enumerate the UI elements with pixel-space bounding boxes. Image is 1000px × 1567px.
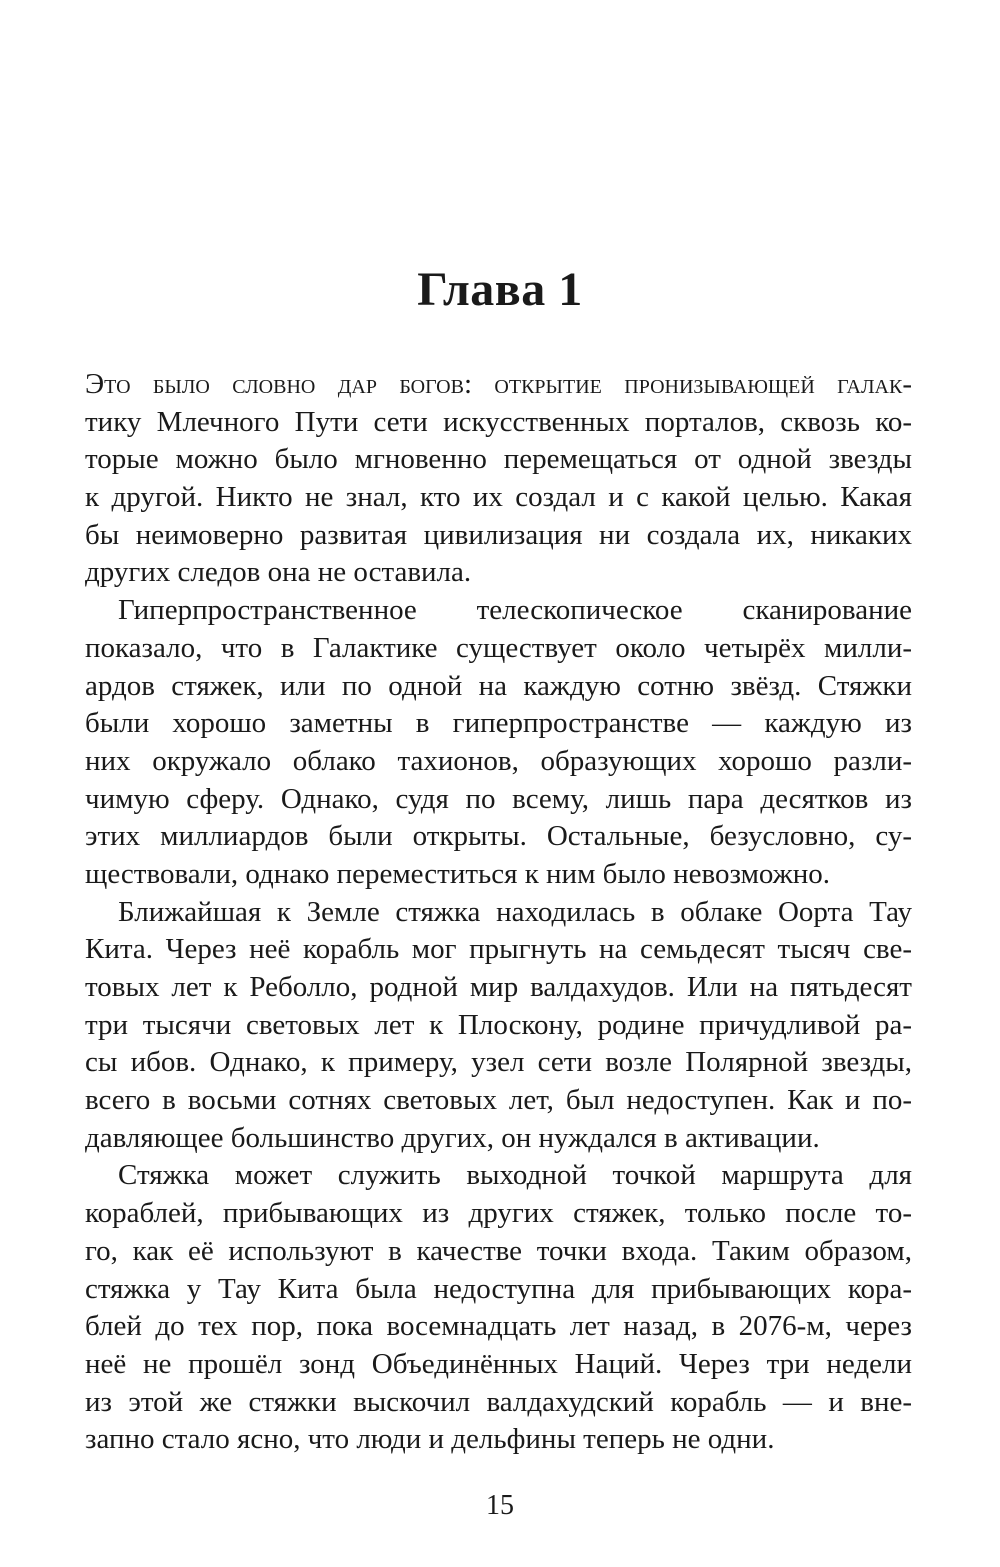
body-text	[85, 366, 912, 1459]
text-line: товых лет к Реболло, родной мир валдахудов. Или на пятьдесят	[85, 971, 912, 1003]
text-line: Это было словно дар богов: открытие пронизывающей галак-	[85, 368, 912, 400]
text-line: кораблей, прибывающих из других стяжек, только после то-	[85, 1197, 912, 1230]
text-line: блей до тех пор, пока восемнадцать лет назад, в 2076-м, через	[85, 1310, 912, 1343]
paragraph	[85, 894, 912, 1158]
page-number: 15	[486, 1490, 514, 1521]
text-line: Ближайшая к Земле стяжка находилась в облаке Оорта Тау	[118, 895, 912, 928]
paragraph	[85, 366, 912, 592]
text-line: давляющее большинство других, он нуждался в активации.	[85, 1121, 820, 1154]
text-line: торые можно было мгновенно перемещаться от одной звезды	[85, 443, 912, 476]
text-line: к другой. Никто не знал, кто их создал и с какой целью. Какая	[85, 481, 912, 514]
text-line: ществовали, однако переместиться к ним было невозможно.	[85, 857, 831, 890]
text-line: Гиперпространственное телескопическое сканирование	[118, 594, 912, 627]
text-line: го, как её используют в качестве точки входа. Таким образом,	[85, 1234, 912, 1267]
chapter-title: Глава 1	[417, 263, 583, 316]
text-line: Стяжка может служить выходной точкой маршрута для	[118, 1159, 912, 1192]
text-line: этих миллиардов были открыты. Остальные, безусловно, су-	[85, 820, 912, 853]
text-line: неё не прошёл зонд Объединённых Наций. Через три недели	[85, 1347, 912, 1380]
text-line: других следов она не оставила.	[85, 556, 472, 589]
text-line: из этой же стяжки выскочил валдахудский корабль — и вне-	[85, 1385, 912, 1418]
text-line: них окружало облако тахионов, образующих хорошо разли-	[85, 744, 912, 777]
text-line: три тысячи световых лет к Плоскону, родине причудливой ра-	[85, 1008, 912, 1041]
paragraph	[85, 592, 912, 894]
text-line: запно стало ясно, что люди и дельфины теперь не одни.	[85, 1423, 775, 1456]
text-line: стяжка у Тау Кита была недоступна для прибывающих кора-	[85, 1272, 912, 1305]
text-line: ардов стяжек, или по одной на каждую сотню звёзд. Стяжки	[85, 669, 912, 702]
text-line: всего в восьми сотнях световых лет, был недоступен. Как и по-	[85, 1084, 912, 1117]
text-line: Кита. Через неё корабль мог прыгнуть на семьдесят тысяч све-	[85, 933, 912, 966]
text-line: чимую сферу. Однако, судя по всему, лишь пара десятков из	[85, 782, 912, 815]
paragraph	[85, 1157, 912, 1459]
text-line: показало, что в Галактике существует около четырёх милли-	[85, 631, 912, 664]
text-line: были хорошо заметны в гиперпространстве — каждую из	[85, 707, 912, 740]
text-line: бы неимоверно развитая цивилизация ни создала их, никаких	[85, 518, 912, 551]
text-line: тику Млечного Пути сети искусственных порталов, сквозь ко-	[85, 405, 912, 438]
text-line: сы ибов. Однако, к примеру, узел сети возле Полярной звезды,	[85, 1046, 912, 1079]
